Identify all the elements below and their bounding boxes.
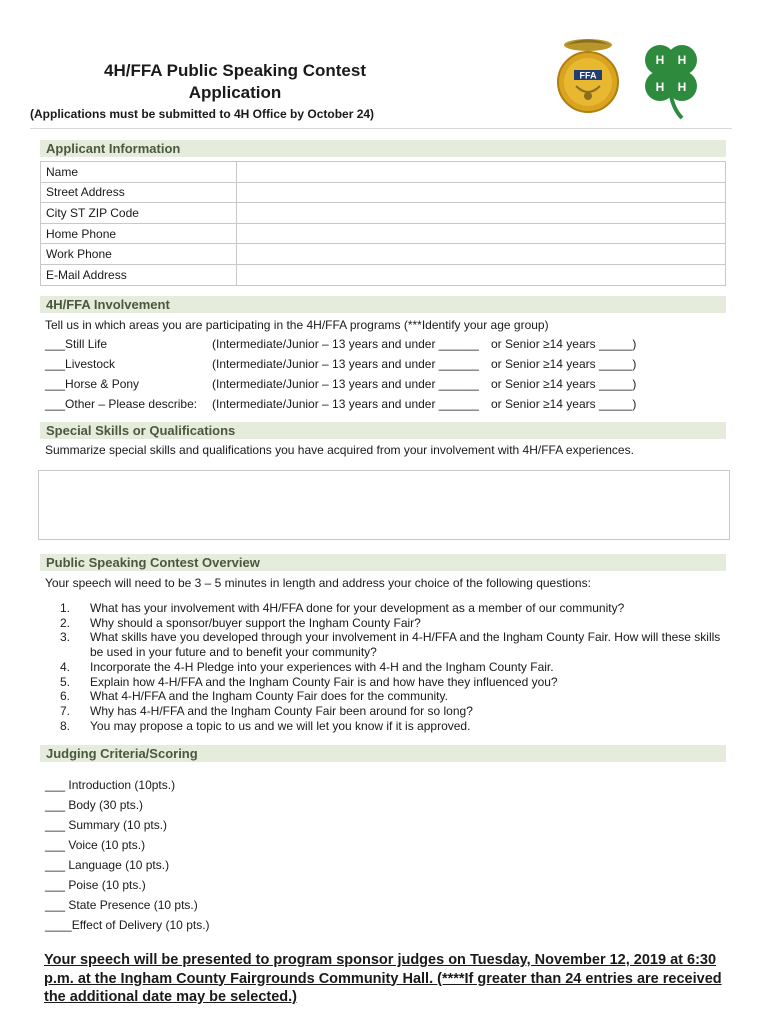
senior-option[interactable]: or Senior ≥14 years _____) [491, 377, 637, 391]
question-text: What 4-H/FFA and the Ingham County Fair does for the community. [90, 689, 448, 704]
question-text: What skills have you developed through your involvement in 4-H/FFA and the Ingham County Fair. How will these skills be used in your future and to benefit your community? [90, 630, 721, 660]
ffa-emblem-icon [558, 39, 618, 112]
field-label-name: Name [41, 162, 237, 183]
question-text: What has your involvement with 4H/FFA done for your development as a member of our community? [90, 601, 625, 615]
page-title-line2: Application [188, 83, 282, 102]
involvement-area: ___Livestock [45, 357, 116, 371]
skills-prompt: Summarize special skills and qualifications you have acquired from your involvement with 4H/FFA experiences. [45, 443, 634, 457]
question-number: 3. [60, 630, 71, 645]
presentation-notice: Your speech will be presented to program sponsor judges on Tuesday, November 12, 2019 at 6:30 p.m. at the Ingham County Fairgrounds Community Hall. (****If greater than 24 entries are received the additional date may be selected.) [44, 952, 722, 1005]
junior-option[interactable]: (Intermediate/Junior – 13 years and under ______ [212, 397, 479, 411]
clover-h-1: H [655, 53, 665, 67]
work-phone-input[interactable] [237, 244, 726, 265]
junior-option[interactable]: (Intermediate/Junior – 13 years and under ______ [212, 357, 479, 371]
home-phone-input[interactable] [237, 223, 726, 244]
involvement-row[interactable] [45, 377, 725, 395]
list-item [60, 660, 730, 675]
submission-note: (Applications must be submitted to 4H Office by October 24) [30, 107, 375, 121]
header-divider [30, 128, 732, 129]
junior-option[interactable]: (Intermediate/Junior – 13 years and under ______ [212, 377, 479, 391]
question-text: Why has 4-H/FFA and the Ingham County Fair been around for so long? [90, 703, 473, 718]
criteria-item[interactable]: ___ Poise (10 pts.) [45, 878, 146, 892]
name-input[interactable] [237, 162, 726, 183]
question-number: 1. [60, 601, 71, 615]
overview-heading: Public Speaking Contest Overview [40, 554, 726, 571]
field-label-email: E-Mail Address [41, 264, 237, 285]
question-number: 8. [60, 718, 71, 733]
title-block [0, 60, 470, 104]
question-text: You may propose a topic to us and we will let you know if it is approved. [90, 718, 471, 733]
question-number: 5. [60, 674, 71, 689]
applicant-heading: Applicant Information [40, 140, 726, 157]
applicant-table [40, 161, 726, 286]
question-list [60, 601, 730, 733]
list-item [60, 616, 730, 631]
junior-option[interactable]: (Intermediate/Junior – 13 years and under ______ [212, 337, 479, 351]
field-label-city: City ST ZIP Code [41, 203, 237, 224]
criteria-item[interactable]: ___ Introduction (10pts.) [45, 778, 176, 792]
criteria-item[interactable]: ____Effect of Delivery (10 pts.) [45, 918, 210, 932]
list-item [60, 630, 730, 659]
skills-textarea[interactable] [38, 470, 730, 540]
field-label-street: Street Address [41, 182, 237, 203]
criteria-item[interactable]: ___ State Presence (10 pts.) [45, 898, 198, 912]
senior-option[interactable]: or Senior ≥14 years _____) [491, 337, 637, 351]
question-number: 4. [60, 659, 71, 674]
involvement-intro: Tell us in which areas you are participating in the 4H/FFA programs (***Identify your age group) [45, 318, 549, 332]
table-row [41, 244, 726, 265]
involvement-area: ___Still Life [45, 337, 108, 351]
street-address-input[interactable] [237, 182, 726, 203]
list-item [60, 675, 730, 690]
skills-heading: Special Skills or Qualifications [40, 422, 726, 439]
table-row [41, 162, 726, 183]
criteria-item[interactable]: ___ Voice (10 pts.) [45, 838, 146, 852]
4h-clover-icon [645, 45, 697, 118]
question-number: 7. [60, 703, 71, 718]
table-row [41, 182, 726, 203]
question-number: 2. [60, 615, 71, 630]
senior-option[interactable]: or Senior ≥14 years _____) [491, 357, 637, 371]
list-item [60, 689, 730, 704]
involvement-area: ___Horse & Pony [45, 377, 140, 391]
clover-h-2: H [677, 53, 687, 67]
table-row [41, 203, 726, 224]
question-number: 6. [60, 689, 71, 704]
list-item [60, 601, 730, 616]
judging-heading: Judging Criteria/Scoring [40, 745, 726, 762]
involvement-area: ___Other – Please describe: [45, 397, 198, 411]
clover-h-3: H [655, 80, 665, 94]
email-input[interactable] [237, 264, 726, 285]
involvement-row[interactable] [45, 357, 725, 375]
ffa-label: FFA [579, 70, 597, 81]
senior-option[interactable]: or Senior ≥14 years _____) [491, 397, 637, 411]
overview-intro: Your speech will need to be 3 – 5 minutes in length and address your choice of the following questions: [45, 576, 591, 590]
clover-h-4: H [677, 80, 687, 94]
table-row [41, 264, 726, 285]
question-text: Why should a sponsor/buyer support the Ingham County Fair? [90, 615, 421, 630]
criteria-item[interactable]: ___ Language (10 pts.) [45, 858, 170, 872]
logos [556, 36, 716, 122]
involvement-heading: 4H/FFA Involvement [40, 296, 726, 313]
criteria-item[interactable]: ___ Summary (10 pts.) [45, 818, 168, 832]
city-state-zip-input[interactable] [237, 203, 726, 224]
criteria-item[interactable]: ___ Body (30 pts.) [45, 798, 144, 812]
question-text: Incorporate the 4-H Pledge into your experiences with 4-H and the Ingham County Fair. [90, 659, 554, 674]
table-row [41, 223, 726, 244]
involvement-row[interactable] [45, 337, 725, 355]
field-label-home-phone: Home Phone [41, 223, 237, 244]
list-item [60, 719, 730, 734]
list-item [60, 704, 730, 719]
page-title: 4H/FFA Public Speaking Contest [104, 61, 366, 80]
question-text: Explain how 4-H/FFA and the Ingham County Fair is and how have they influenced you? [90, 674, 558, 689]
field-label-work-phone: Work Phone [41, 244, 237, 265]
involvement-row[interactable] [45, 397, 725, 415]
